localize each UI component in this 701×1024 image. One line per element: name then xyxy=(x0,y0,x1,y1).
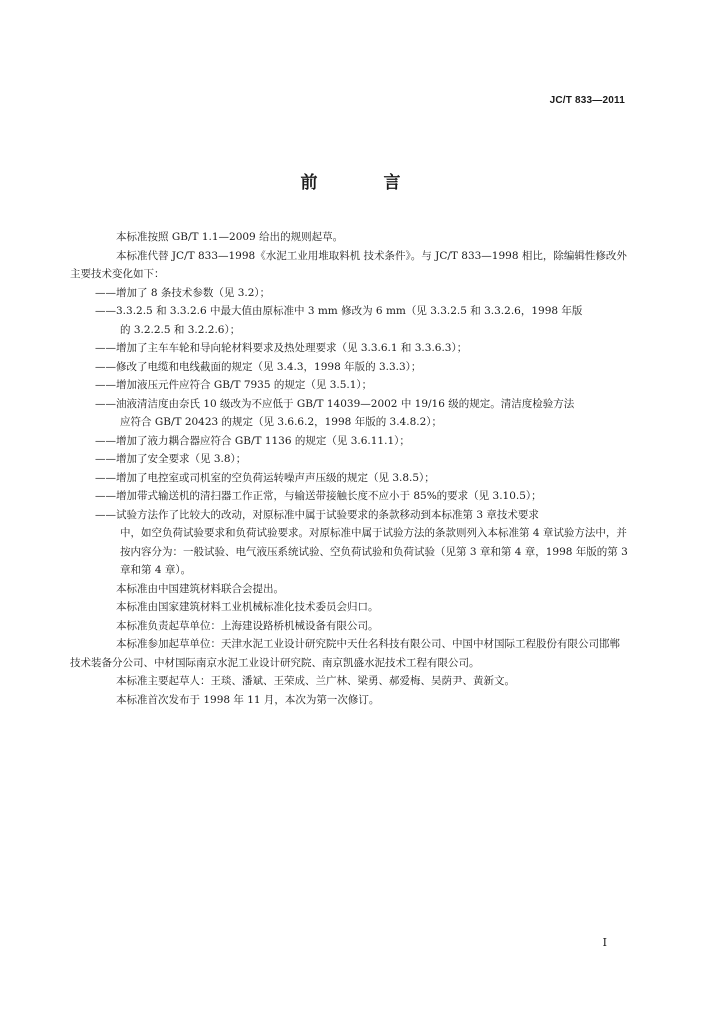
list-item-continuation: 中，如空负荷试验要求和负荷试验要求。对原标准中属于试验方法的条款则列入本标准第 4 章试验方法中，并按内容分为：一般试验、电气液压系统试验、空负荷试验和负荷试验（见第 3 章和第 4 章，1998 年版的第 3 章和第 4 章）。 xyxy=(120,527,628,576)
list-item-text: ——油液清洁度由奈氏 10 级改为不应低于 GB/T 14039—2002 中 19/16 级的规定。清洁度检验方法 xyxy=(95,397,575,410)
list-item xyxy=(95,376,630,395)
paragraph-replacement-note: 本标准代替 JC/T 833—1998《水泥工业用堆取料机 技术条件》。与 JC/T 833—1998 相比，除编辑性修改外主要技术变化如下： xyxy=(70,249,627,280)
paragraph-committee: 本标准由国家建筑材料工业机械标准化技术委员会归口。 xyxy=(116,601,379,613)
page-title: 前 言 xyxy=(300,173,431,193)
list-item xyxy=(95,302,630,339)
list-item-text: ——试验方法作了比较大的改动，对原标准中属于试验要求的条款移动到本标准第 3 章技术要求 xyxy=(95,508,539,521)
list-item-text: ——增加带式输送机的清扫器工作正常，与输送带接触长度不应小于 85%的要求（见 3.10.5）； xyxy=(95,490,542,502)
list-item xyxy=(95,358,630,377)
list-item-text: ——增加了电控室或司机室的空负荷运转噪声声压级的规定（见 3.8.5）； xyxy=(95,471,435,484)
list-item xyxy=(95,469,630,488)
list-item xyxy=(95,395,630,432)
list-item xyxy=(95,284,630,303)
paragraph-proposer: 本标准由中国建筑材料联合会提出。 xyxy=(116,582,284,595)
list-item-text: ——增加了 8 条技术参数（见 3.2）； xyxy=(95,286,271,299)
list-item xyxy=(95,339,630,358)
paragraph-main-drafters: 本标准主要起草人：王琰、潘斌、王荣成、兰广林、梁勇、郝爱梅、吴荫尹、黄新文。 xyxy=(116,675,515,687)
list-item-text: ——3.3.2.5 和 3.3.2.6 中最大值由原标准中 3 mm 修改为 6 mm（见 3.3.2.5 和 3.3.2.6，1998 年版 xyxy=(95,305,583,317)
list-item-continuation: 应符合 GB/T 20423 的规定（见 3.6.6.2，1998 年版的 3.4.8.2）； xyxy=(120,416,443,428)
list-item-text: ——增加了安全要求（见 3.8）； xyxy=(95,453,247,465)
list-item xyxy=(95,450,630,469)
page-number: I xyxy=(602,936,607,949)
list-item xyxy=(95,487,630,506)
paragraph-drafting-rule: 本标准按照 GB/T 1.1—2009 给出的规则起草。 xyxy=(116,231,344,243)
list-item-text: ——增加了主车车轮和导向轮材料要求及热处理要求（见 3.3.6.1 和 3.3.6.3）； xyxy=(95,342,468,354)
paragraph-lead-drafter: 本标准负责起草单位：上海建设路桥机械设备有限公司。 xyxy=(116,619,379,632)
list-item-text: ——增加液压元件应符合 GB/T 7935 的规定（见 3.5.1）； xyxy=(95,379,373,391)
list-item-continuation: 的 3.2.2.5 和 3.2.2.6）； xyxy=(120,323,241,336)
list-item-text: ——增加了液力耦合器应符合 GB/T 1136 的规定（见 3.6.11.1）； xyxy=(95,434,410,447)
list-item xyxy=(95,432,630,451)
list-item xyxy=(95,506,630,580)
list-item-text: ——修改了电缆和电线截面的规定（见 3.4.3，1998 年版的 3.3.3）； xyxy=(95,360,422,373)
paragraph-first-release: 本标准首次发布于 1998 年 11 月，本次为第一次修订。 xyxy=(116,693,380,706)
foreword-body xyxy=(70,228,630,709)
paragraph-participating-drafters: 本标准参加起草单位：天津水泥工业设计研究院中天仕名科技有限公司、中国中材国际工程股份有限公司邯郸技术装备分公司、中材国际南京水泥工业设计研究院、南京凯盛水泥技术工程有限公司。 xyxy=(70,638,620,669)
standard-code: JC/T 833—2011 xyxy=(549,95,625,106)
changes-list xyxy=(95,284,630,580)
